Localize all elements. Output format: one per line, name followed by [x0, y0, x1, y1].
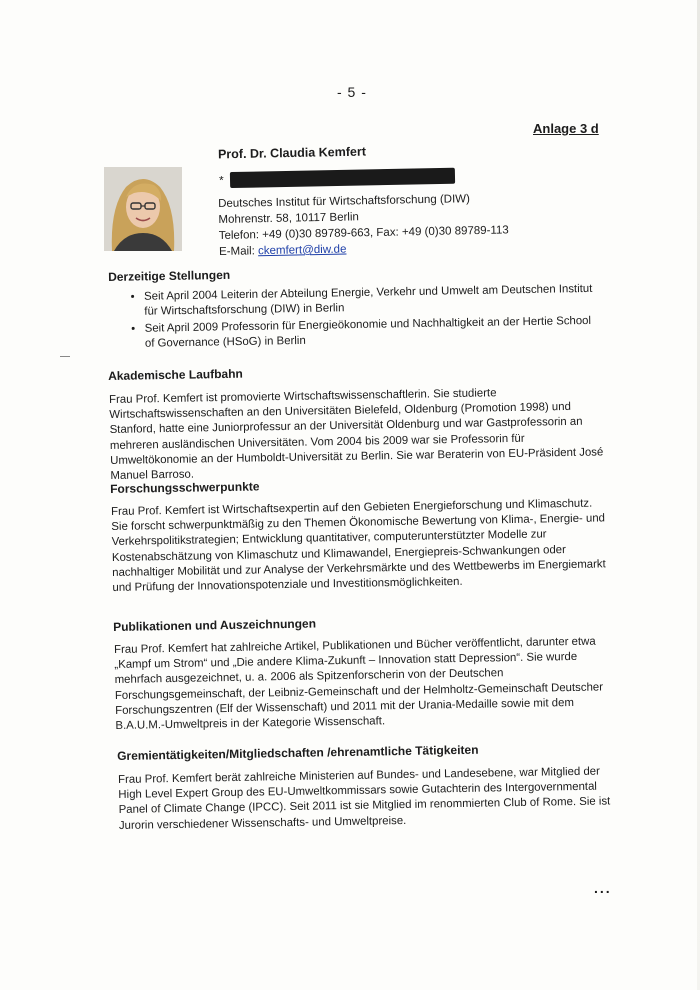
academic-career-text: Frau Prof. Kemfert ist promovierte Wirtschaftswissenschaftlerin. Sie studierte Wirtschaftswissenschaften an den Universitäten Bielefeld, Oldenburg (Promotion 1998) und Stanford, hatte eine Juniorprofessur an der Universität Oldenburg und war Gastprofessorin an mehreren ausländischen Universitäten. Vom 2004 bis 2009 war sie Professorin für Umweltökonomie an der Humboldt-Universität zu Berlin. Sie war Beraterin von EU-Präsident José Manuel Barroso. [109, 387, 604, 483]
section-title-research: Forschungsschwerpunkte [110, 479, 260, 496]
email-label: E-Mail: [218, 245, 255, 258]
section-title-committees: Gremientätigkeiten/Mitgliedschaften /ehrenamtliche Tätigkeiten [117, 742, 479, 763]
section-title-publications: Publikationen und Auszeichnungen [113, 616, 317, 634]
phone-fax: Telefon: +49 (0)30 89789-663, Fax: +49 (0)30 89789-113 [218, 224, 509, 242]
current-positions-list [128, 282, 599, 354]
email-link[interactable]: ckemfert@diw.de [257, 243, 347, 258]
attachment-label: Anlage 3 d [533, 121, 599, 136]
list-item: • Seit April 2009 Professorin für Energieökonomie und Nachhaltigkeit an der Hertie School of Governance (HSoG) in Berlin [145, 314, 599, 352]
portrait-photo [104, 167, 182, 251]
page-number: - 5 - [337, 84, 367, 100]
institution: Deutsches Institut für Wirtschaftsforschung (DIW) [218, 193, 471, 210]
section-title-academic-career: Akademische Laufbahn [108, 366, 243, 383]
margin-mark [60, 356, 70, 357]
person-name: Prof. Dr. Claudia Kemfert [217, 144, 367, 162]
research-text: Frau Prof. Kemfert ist Wirtschaftsexpertin auf den Gebieten Energieforschung und Klimaschutz. Sie forscht schwerpunktmäßig zu den Themen Ökonomische Bewertung von Klima-, Energie- und Verkehrspolitikstrategien; Entwicklung quantitativer, computerunterstützter Modelle zur Kostenabschätzung von Klimaschutz und Klimawandel, Energiepreis-Schwankungen oder nachhaltiger Mobilität und zur Analyse der Verkehrsmärkte und des Wettbewerbs im Energiemarkt und Prüfung der Innovationspotenziale und Investitionsmöglichkeiten. [111, 497, 606, 595]
address: Mohrenstr. 58, 10117 Berlin [218, 211, 359, 226]
birth-line [219, 168, 455, 189]
publications-text: Frau Prof. Kemfert hat zahlreiche Artikel, Publikationen und Bücher veröffentlicht, darunter etwa „Kampf um Strom“ und „Die andere Klima-Zukunft – Innovation statt Depression“. Sie wurde mehrfach ausgezeichnet, u. a. 2006 als Spitzenforscherin von der Deutschen Forschungsgemeinschaft, der Leibniz-Gemeinschaft und der Helmholtz-Gemeinschaft Deutscher Forschungszentren (Elf der Wissenschaft) und 2011 mit der Urania-Medaille sowie mit dem B.A.U.M.-Umweltpreis in der Kategorie Wissenschaft. [114, 635, 604, 733]
contact-block [218, 190, 509, 260]
redaction-bar [230, 168, 455, 188]
birth-marker: * [218, 173, 224, 188]
list-item: • Seit April 2004 Leiterin der Abteilung Energie, Verkehr und Umwelt am Deutschen Institut für Wirtschaftsforschung (DIW) in Berlin [144, 282, 598, 320]
committees-text: Frau Prof. Kemfert berät zahlreiche Ministerien auf Bundes- und Landesebene, war Mitglied der High Level Expert Group des EU-Umweltkommissars sowie Gutachterin des Intergovernmental Panel of Climate Change (IPCC). Seit 2011 ist sie Mitglied im renommierten Club of Rome. Sie ist Jurorin verschiedener Wissenschafts- und Umweltpreise. [118, 765, 611, 832]
continuation-dots: ... [594, 880, 612, 896]
section-title-current-positions: Derzeitige Stellungen [108, 267, 231, 284]
